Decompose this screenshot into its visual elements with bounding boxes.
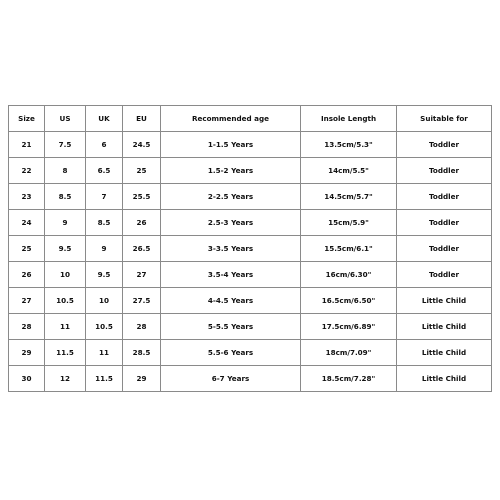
table-row [8,262,492,288]
cell-insole-length: 16.5cm/6.50" [301,288,397,314]
cell-eu: 27 [123,262,161,288]
header-size: Size [8,105,45,132]
cell-size: 22 [8,158,45,184]
cell-insole-length: 14.5cm/5.7" [301,184,397,210]
header-eu: EU [123,105,161,132]
cell-suitable-for: Toddler [397,158,492,184]
cell-insole-length: 17.5cm/6.89" [301,314,397,340]
cell-insole-length: 13.5cm/5.3" [301,132,397,158]
cell-us: 10.5 [45,288,86,314]
cell-size: 28 [8,314,45,340]
cell-us: 7.5 [45,132,86,158]
cell-us: 12 [45,366,86,392]
cell-recommended-age: 3.5-4 Years [161,262,301,288]
cell-eu: 25.5 [123,184,161,210]
cell-recommended-age: 5.5-6 Years [161,340,301,366]
cell-uk: 8.5 [86,210,123,236]
cell-uk: 9 [86,236,123,262]
cell-us: 9.5 [45,236,86,262]
cell-uk: 11 [86,340,123,366]
cell-recommended-age: 3-3.5 Years [161,236,301,262]
cell-insole-length: 16cm/6.30" [301,262,397,288]
cell-uk: 9.5 [86,262,123,288]
cell-recommended-age: 6-7 Years [161,366,301,392]
cell-uk: 7 [86,184,123,210]
cell-insole-length: 18cm/7.09" [301,340,397,366]
table-row [8,210,492,236]
cell-us: 11.5 [45,340,86,366]
cell-size: 23 [8,184,45,210]
cell-suitable-for: Little Child [397,288,492,314]
table-row [8,288,492,314]
cell-us: 8.5 [45,184,86,210]
cell-eu: 26.5 [123,236,161,262]
cell-size: 29 [8,340,45,366]
header-row [8,105,492,132]
cell-eu: 28 [123,314,161,340]
cell-suitable-for: Little Child [397,314,492,340]
cell-suitable-for: Toddler [397,132,492,158]
cell-eu: 28.5 [123,340,161,366]
cell-recommended-age: 4-4.5 Years [161,288,301,314]
header-us: US [45,105,86,132]
cell-insole-length: 15.5cm/6.1" [301,236,397,262]
cell-recommended-age: 1-1.5 Years [161,132,301,158]
cell-size: 30 [8,366,45,392]
cell-eu: 25 [123,158,161,184]
size-chart-table [8,105,492,392]
table-row [8,184,492,210]
cell-eu: 26 [123,210,161,236]
cell-us: 8 [45,158,86,184]
header-suitable-for: Suitable for [397,105,492,132]
cell-size: 24 [8,210,45,236]
cell-insole-length: 15cm/5.9" [301,210,397,236]
cell-suitable-for: Toddler [397,262,492,288]
cell-suitable-for: Toddler [397,210,492,236]
table-row [8,158,492,184]
cell-size: 21 [8,132,45,158]
cell-uk: 10.5 [86,314,123,340]
cell-size: 27 [8,288,45,314]
cell-uk: 11.5 [86,366,123,392]
cell-suitable-for: Little Child [397,366,492,392]
table-row [8,340,492,366]
table-row [8,132,492,158]
cell-suitable-for: Toddler [397,236,492,262]
cell-insole-length: 14cm/5.5" [301,158,397,184]
cell-uk: 10 [86,288,123,314]
cell-size: 26 [8,262,45,288]
cell-insole-length: 18.5cm/7.28" [301,366,397,392]
cell-us: 9 [45,210,86,236]
cell-recommended-age: 2-2.5 Years [161,184,301,210]
cell-eu: 29 [123,366,161,392]
cell-suitable-for: Little Child [397,340,492,366]
cell-recommended-age: 2.5-3 Years [161,210,301,236]
cell-suitable-for: Toddler [397,184,492,210]
cell-size: 25 [8,236,45,262]
header-uk: UK [86,105,123,132]
cell-recommended-age: 1.5-2 Years [161,158,301,184]
table-row [8,236,492,262]
cell-eu: 24.5 [123,132,161,158]
cell-uk: 6.5 [86,158,123,184]
cell-uk: 6 [86,132,123,158]
cell-recommended-age: 5-5.5 Years [161,314,301,340]
table-row [8,366,492,392]
cell-eu: 27.5 [123,288,161,314]
cell-us: 10 [45,262,86,288]
table-row [8,314,492,340]
header-recommended-age: Recommended age [161,105,301,132]
header-insole-length: Insole Length [301,105,397,132]
cell-us: 11 [45,314,86,340]
